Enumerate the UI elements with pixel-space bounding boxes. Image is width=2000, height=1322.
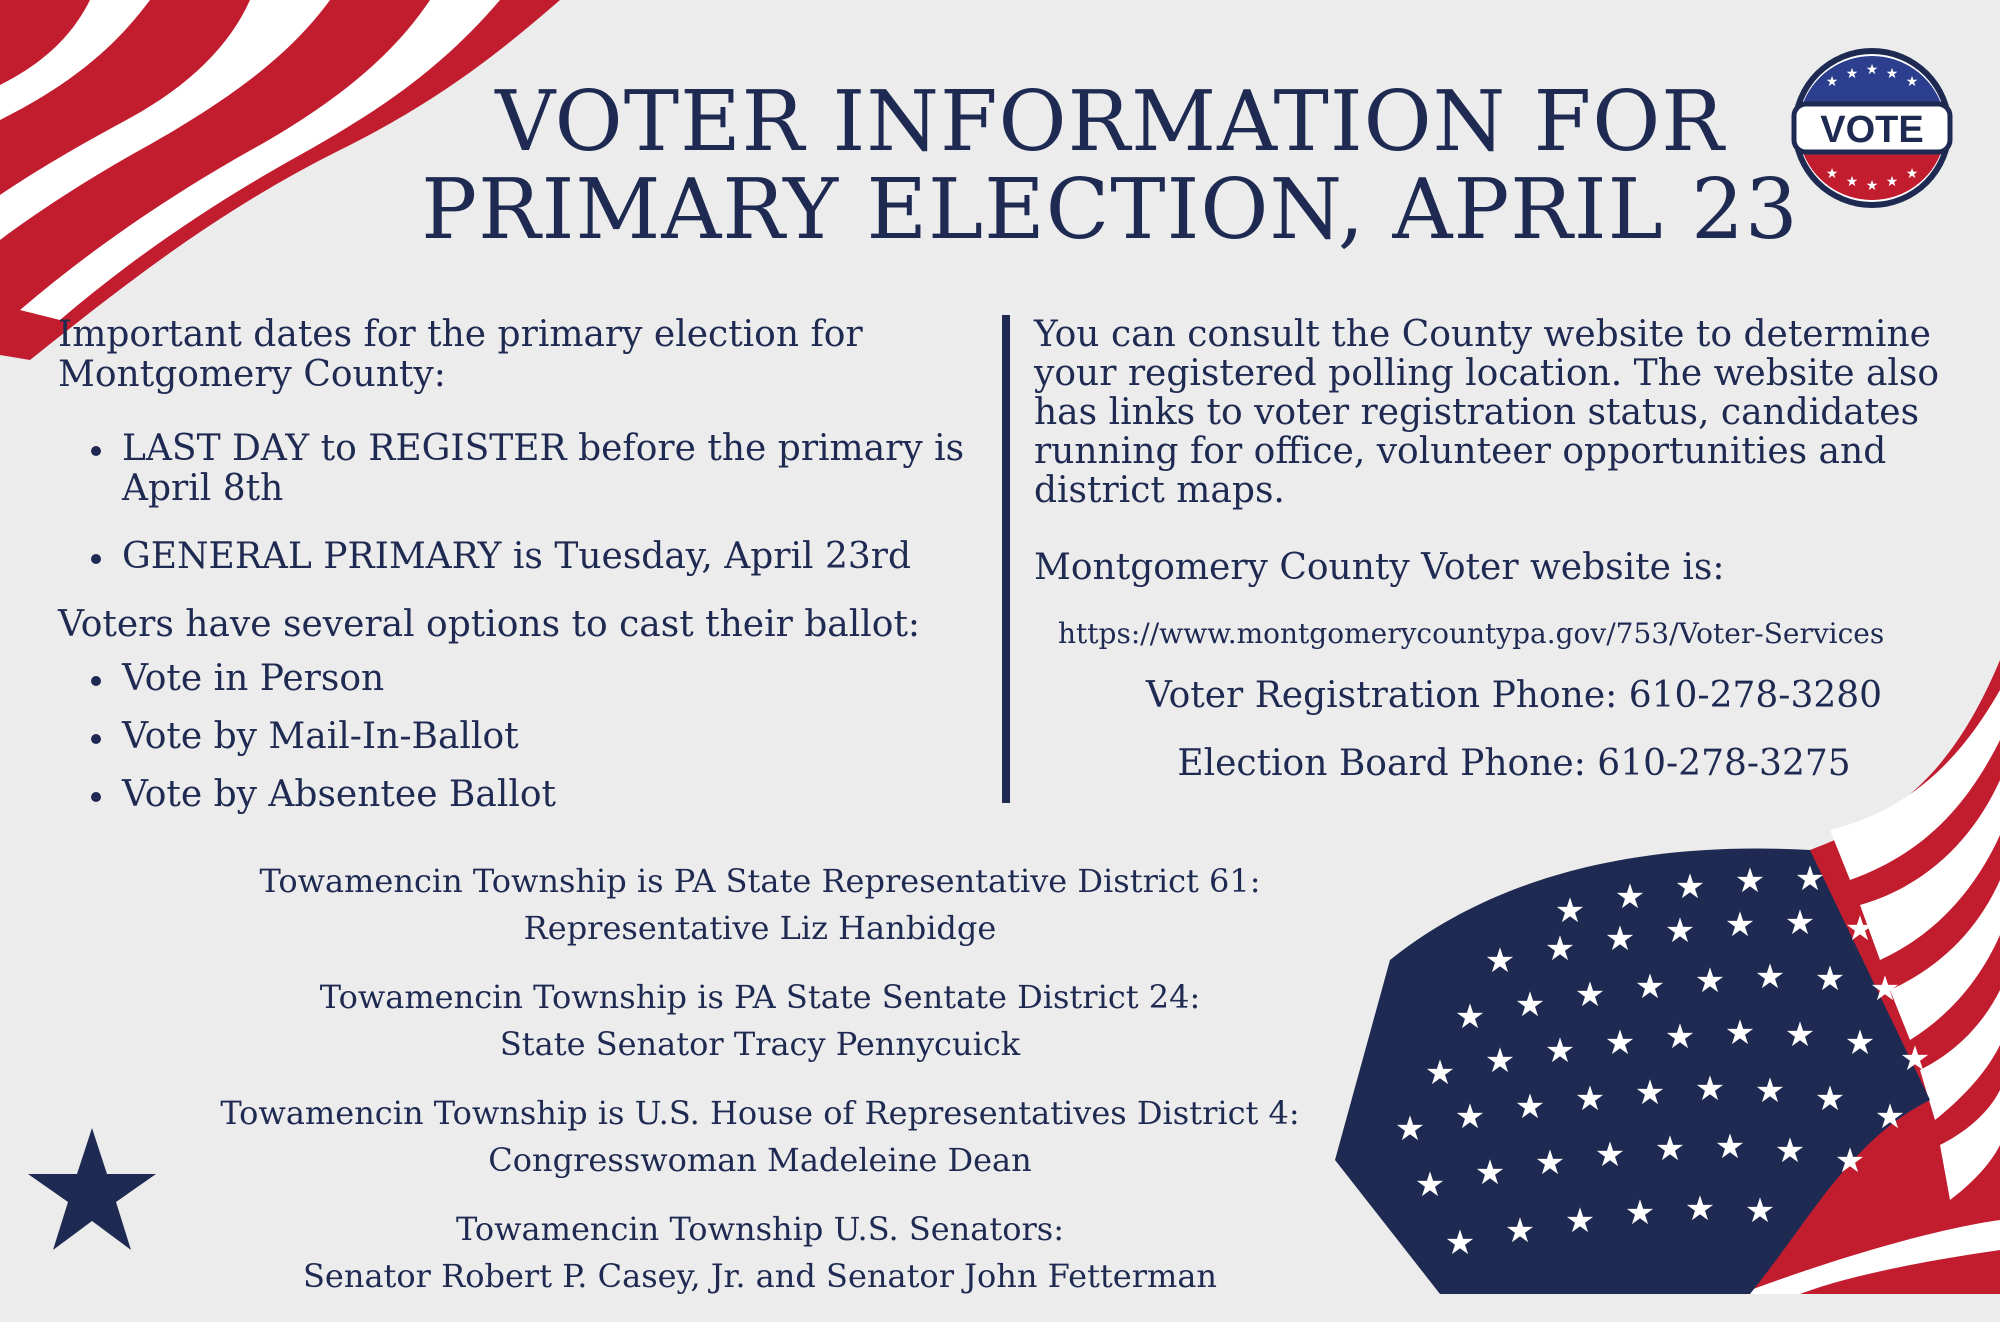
title-line-2: PRIMARY ELECTION, APRIL 23 [421, 161, 1799, 258]
svg-text:★: ★ [1714, 1127, 1746, 1167]
svg-text:★: ★ [1624, 1193, 1656, 1233]
svg-text:★: ★ [1754, 1071, 1786, 1111]
svg-text:★: ★ [1905, 74, 1919, 90]
svg-text:★: ★ [1844, 1023, 1876, 1063]
svg-text:★: ★ [1814, 1079, 1846, 1119]
svg-text:★: ★ [1674, 867, 1706, 907]
district-heading: Towamencin Township U.S. Senators: [456, 1210, 1064, 1248]
svg-text:★: ★ [1684, 1189, 1716, 1229]
svg-text:★: ★ [1814, 959, 1846, 999]
svg-text:★: ★ [1784, 903, 1816, 943]
district-heading: Towamencin Township is PA State Representative District 61: [259, 862, 1261, 900]
svg-text:★: ★ [1825, 166, 1839, 182]
svg-text:★: ★ [1474, 1153, 1506, 1193]
svg-text:★: ★ [1784, 1015, 1816, 1055]
page-title [420, 73, 1800, 258]
svg-text:★: ★ [1885, 66, 1899, 82]
svg-text:★: ★ [1594, 1135, 1626, 1175]
svg-text:★: ★ [1424, 1053, 1456, 1093]
svg-text:★: ★ [1634, 1073, 1666, 1113]
district-block [150, 1090, 1370, 1184]
svg-text:★: ★ [1865, 178, 1879, 194]
svg-text:★: ★ [1865, 62, 1879, 78]
svg-text:★: ★ [1614, 877, 1646, 917]
svg-text:★: ★ [1794, 859, 1826, 899]
svg-text:★: ★ [1454, 1097, 1486, 1137]
svg-text:★: ★ [1444, 1223, 1476, 1263]
svg-text:★: ★ [1834, 1141, 1866, 1181]
election-board-phone: Election Board Phone: 610-278-3275 [1177, 743, 1851, 784]
district-heading: Towamencin Township is U.S. House of Representatives District 4: [220, 1094, 1300, 1132]
svg-text:★: ★ [1874, 1097, 1906, 1137]
svg-text:★: ★ [1634, 967, 1666, 1007]
svg-text:★: ★ [1845, 174, 1859, 190]
svg-text:★: ★ [1514, 1087, 1546, 1127]
svg-text:★: ★ [1724, 905, 1756, 945]
svg-text:★: ★ [1394, 1109, 1426, 1149]
svg-text:★: ★ [1544, 929, 1576, 969]
svg-text:★: ★ [1724, 1013, 1756, 1053]
list-item: LAST DAY to REGISTER before the primary is April 8th [58, 429, 993, 509]
svg-text:★: ★ [1825, 74, 1839, 90]
svg-text:★: ★ [1694, 961, 1726, 1001]
district-heading: Towamencin Township is PA State Sentate District 24: [319, 978, 1201, 1016]
list-item: Vote by Absentee Ballot [58, 775, 993, 815]
svg-text:★: ★ [1604, 919, 1636, 959]
representative-name: State Senator Tracy Pennycuick [499, 1025, 1021, 1063]
svg-text:★: ★ [1694, 1069, 1726, 1109]
important-dates-section [58, 315, 993, 833]
dates-intro: Important dates for the primary election for Montgomery County: [58, 314, 863, 395]
title-line-1: VOTER INFORMATION FOR [495, 73, 1725, 170]
svg-text:★: ★ [1664, 911, 1696, 951]
svg-text:★: ★ [1774, 1131, 1806, 1171]
svg-text:★: ★ [1754, 957, 1786, 997]
district-block [150, 858, 1370, 952]
svg-text:★: ★ [1905, 166, 1919, 182]
ballot-options-list [58, 659, 993, 815]
svg-text:★: ★ [1414, 1165, 1446, 1205]
vote-badge-label: VOTE [1820, 109, 1924, 151]
svg-text:★: ★ [1564, 1201, 1596, 1241]
svg-text:★: ★ [1845, 66, 1859, 82]
representative-name: Representative Liz Hanbidge [523, 909, 997, 947]
svg-text:★: ★ [1484, 941, 1516, 981]
registration-phone: Voter Registration Phone: 610-278-3280 [1145, 675, 1883, 716]
consult-text: You can consult the County website to determine your registered polling location. The website also has links to voter registration status, candidates running for office, volunteer opportunities and district maps. [1034, 314, 1940, 511]
svg-text:★: ★ [1869, 969, 1901, 1009]
svg-text:★: ★ [1454, 997, 1486, 1037]
svg-text:★: ★ [1734, 861, 1766, 901]
svg-text:★: ★ [1534, 1143, 1566, 1183]
svg-text:★: ★ [1484, 1041, 1516, 1081]
list-item: Vote by Mail-In-Ballot [58, 717, 993, 757]
list-item: Vote in Person [58, 659, 993, 699]
svg-text:★: ★ [1844, 909, 1876, 949]
svg-text:★: ★ [1664, 1017, 1696, 1057]
vote-badge-icon [1790, 46, 1954, 210]
star-icon [26, 1128, 158, 1254]
svg-text:★: ★ [1899, 1039, 1931, 1079]
district-block [150, 974, 1370, 1068]
options-intro: Voters have several options to cast their ballot: [58, 604, 921, 645]
district-block [150, 1206, 1370, 1300]
american-flag-graphic [1330, 660, 2000, 1294]
svg-text:★: ★ [1885, 174, 1899, 190]
representative-name: Congresswoman Madeleine Dean [488, 1141, 1032, 1179]
list-item: GENERAL PRIMARY is Tuesday, April 23rd [58, 537, 993, 577]
representative-name: Senator Robert P. Casey, Jr. and Senator John Fetterman [302, 1257, 1218, 1295]
svg-text:★: ★ [1554, 891, 1586, 931]
svg-text:★: ★ [1744, 1191, 1776, 1231]
svg-text:★: ★ [1544, 1031, 1576, 1071]
svg-text:★: ★ [1604, 1023, 1636, 1063]
website-url-link[interactable]: https://www.montgomerycountypa.gov/753/Voter-Services [1058, 617, 1885, 650]
svg-text:★: ★ [1654, 1129, 1686, 1169]
svg-text:★: ★ [1574, 975, 1606, 1015]
svg-text:★: ★ [1504, 1211, 1536, 1251]
district-representatives [150, 858, 1370, 1322]
svg-text:★: ★ [1574, 1079, 1606, 1119]
dates-list [58, 429, 993, 577]
svg-text:★: ★ [1514, 985, 1546, 1025]
column-divider [1002, 315, 1010, 803]
website-label: Montgomery County Voter website is: [1034, 547, 1725, 588]
